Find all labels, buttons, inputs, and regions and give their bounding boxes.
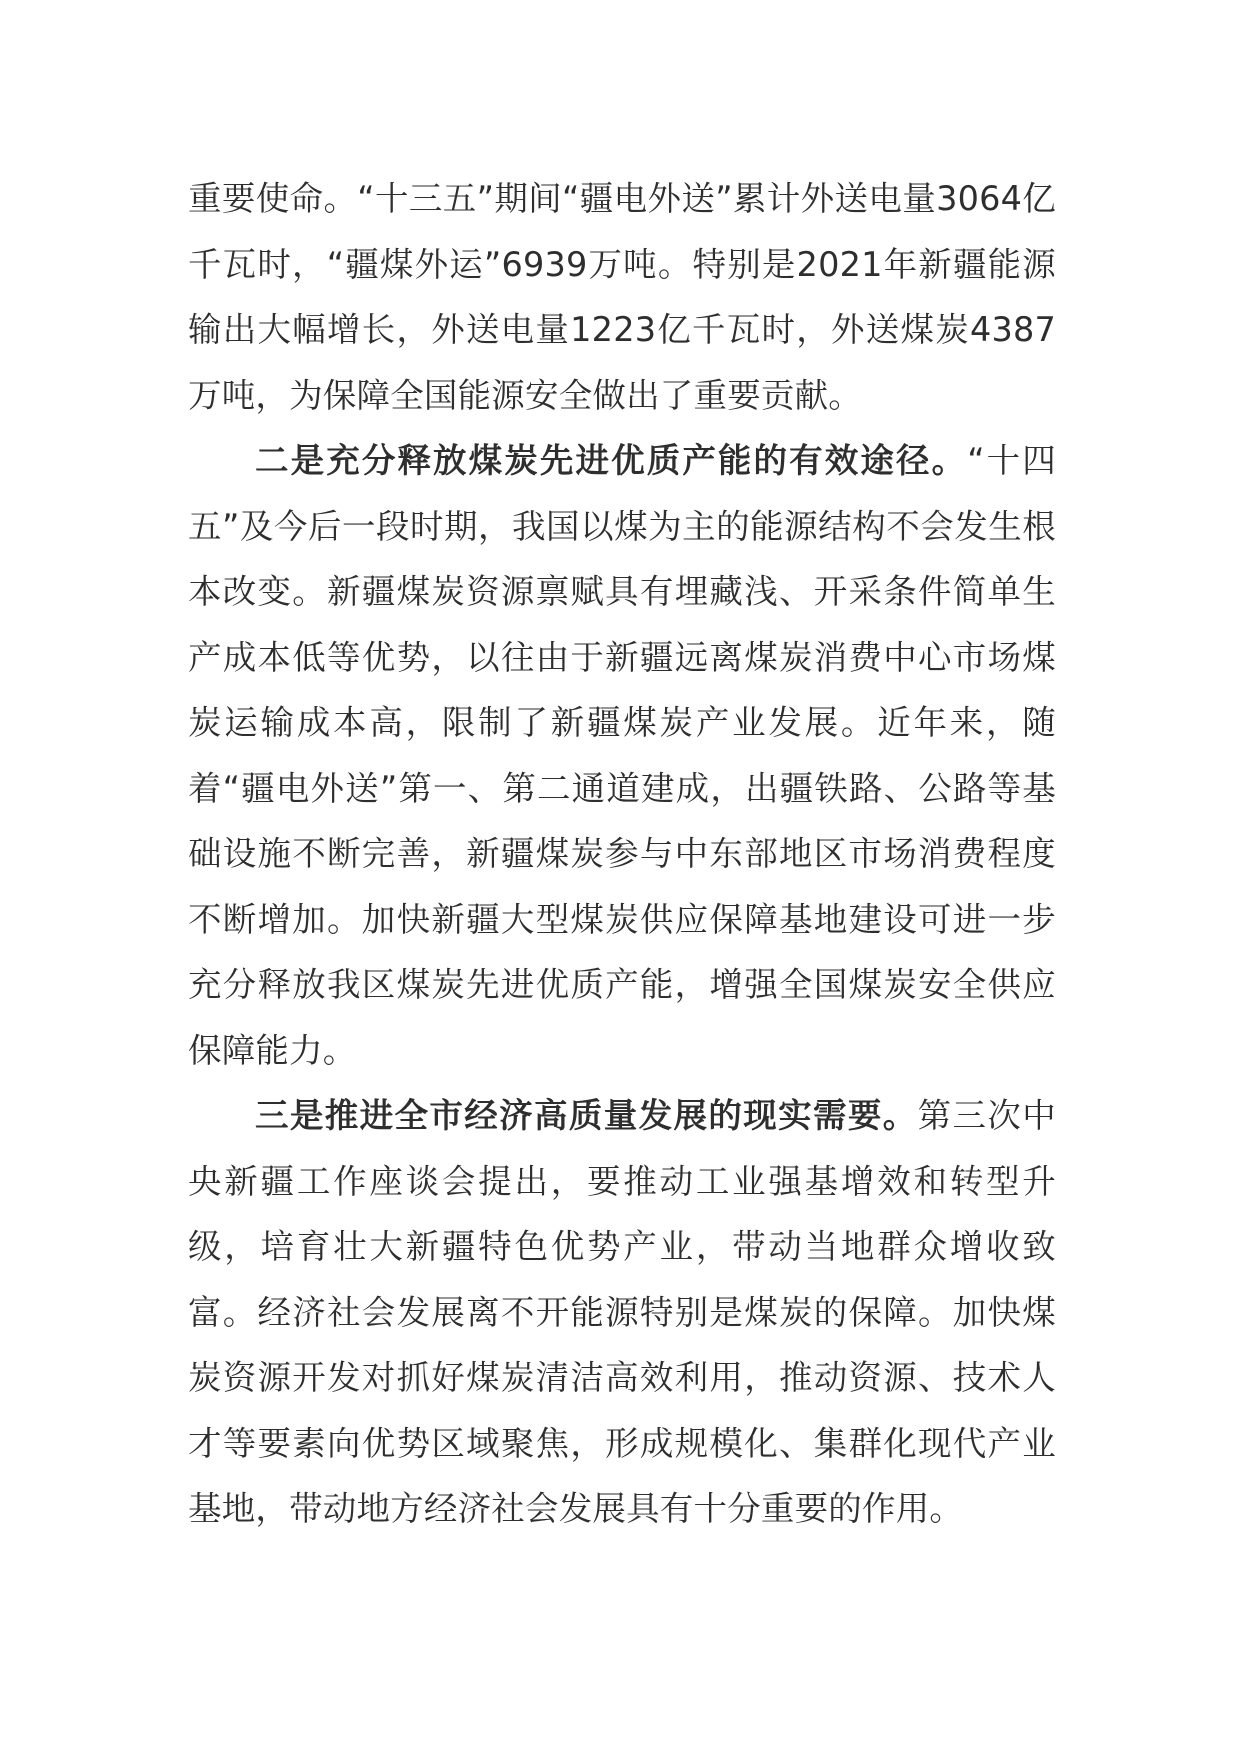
paragraph-text: “十四五”及今后一段时期，我国以煤为主的能源结构不会发生根本改变。新疆煤炭资源禀赋具有埋藏浅、开采条件简单生产成本低等优势，以往由于新疆远离煤炭消费中心市场煤炭运输成本高，限制了新疆煤炭产业发展。近年来，随着“疆电外送”第一、第二通道建成，出疆铁路、公路等基础设施不断完善，新疆煤炭参与中东部地区市场消费程度不断增加。加快新疆大型煤炭供应保障基地建设可进一步充分释放我区煤炭先进优质产能，增强全国煤炭安全供应保障能力。 <box>188 441 1056 1070</box>
paragraph-point-two <box>188 428 1056 1083</box>
document-body <box>188 166 1056 1542</box>
paragraph-lead-heading: 二是充分释放煤炭先进优质产能的有效途径。 <box>255 441 968 480</box>
paragraph-continuation <box>188 166 1056 428</box>
paragraph-lead-heading: 三是推进全市经济高质量发展的现实需要。 <box>255 1096 918 1135</box>
paragraph-text: 第三次中央新疆工作座谈会提出，要推动工业强基增效和转型升级，培育壮大新疆特色优势产业，带动当地群众增收致富。经济社会发展离不开能源特别是煤炭的保障。加快煤炭资源开发对抓好煤炭清洁高效利用，推动资源、技术人才等要素向优势区域聚焦，形成规模化、集群化现代产业基地，带动地方经济社会发展具有十分重要的作用。 <box>188 1096 1056 1528</box>
paragraph-point-three <box>188 1083 1056 1542</box>
paragraph-text: 重要使命。“十三五”期间“疆电外送”累计外送电量3064亿千瓦时，“疆煤外运”6939万吨。特别是2021年新疆能源输出大幅增长，外送电量1223亿千瓦时，外送煤炭4387万吨，为保障全国能源安全做出了重要贡献。 <box>188 179 1056 415</box>
